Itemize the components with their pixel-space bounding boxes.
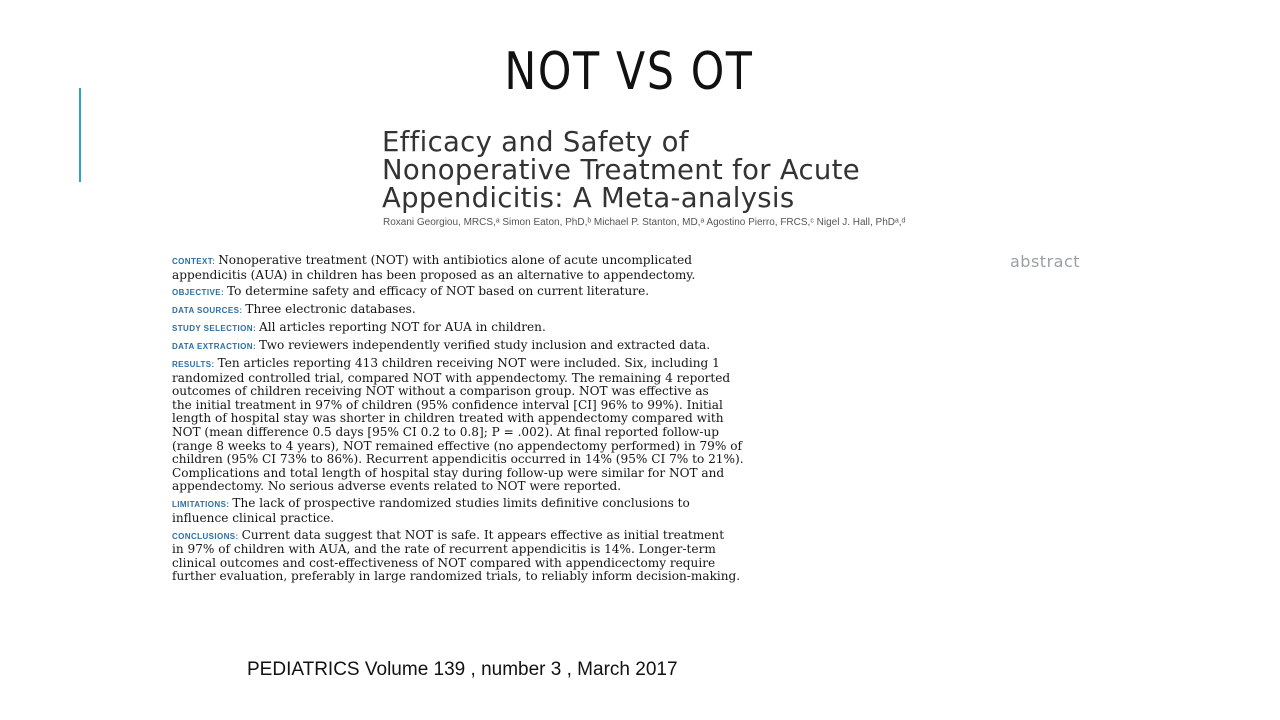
section-text: To determine safety and efficacy of NOT based on current literature. (227, 284, 650, 299)
article-title-line: Nonoperative Treatment for Acute (382, 154, 860, 186)
abstract-section (172, 254, 1002, 282)
abstract-line (172, 440, 1002, 454)
abstract-line (172, 372, 1002, 386)
abstract-line (172, 285, 1002, 300)
abstract-line (172, 570, 1002, 584)
section-label: LIMITATIONS: (172, 500, 230, 510)
abstract-tag: abstract (1010, 252, 1081, 271)
abstract-line (172, 543, 1002, 557)
section-text: (range 8 weeks to 4 years), NOT remained effective (no appendectomy performed) in 79% of (172, 438, 742, 453)
abstract-body (172, 254, 1002, 587)
section-text: Nonoperative treatment (NOT) with antibiotics alone of acute uncomplicated (218, 253, 693, 267)
abstract-line (172, 529, 1002, 544)
article-title (382, 128, 1142, 212)
section-text: The lack of prospective randomized studies limits definitive conclusions to (232, 496, 690, 511)
section-label: CONCLUSIONS: (172, 531, 239, 541)
section-text: NOT (mean difference 0.5 days [95% CI 0.2 to 0.8]; P = .002). At final reported follow-up (172, 424, 719, 439)
abstract-section (172, 497, 1002, 525)
abstract-section (172, 285, 1002, 300)
abstract-line (172, 399, 1002, 413)
abstract-section (172, 529, 1002, 584)
section-text: Complications and total length of hospital stay during follow-up were similar for NOT and (172, 465, 725, 480)
section-text: Two reviewers independently verified study inclusion and extracted data. (259, 338, 711, 353)
abstract-line (172, 303, 1002, 318)
section-text: further evaluation, preferably in large randomized trials, to reliably inform decision-making. (172, 569, 741, 584)
abstract-line (172, 467, 1002, 481)
article-title-line: Efficacy and Safety of (382, 126, 689, 158)
abstract-line (172, 321, 1002, 336)
section-text: the initial treatment in 97% of children (95% confidence interval [CI] 96% to 99%). Initial (172, 397, 723, 412)
abstract-line (172, 426, 1002, 440)
abstract-section (172, 339, 1002, 354)
section-text: Three electronic databases. (245, 302, 416, 317)
section-text: children (95% CI 73% to 86%). Recurrent appendicitis occurred in 14% (95% CI 7% to 21%). (172, 452, 744, 467)
section-text: outcomes of children receiving NOT without a comparison group. NOT was effective as (172, 384, 709, 399)
abstract-line (172, 385, 1002, 399)
section-label: DATA EXTRACTION: (172, 342, 257, 352)
section-label: CONTEXT: (172, 257, 216, 266)
abstract-line (172, 557, 1002, 571)
section-text: appendectomy. No serious adverse events related to NOT were reported. (172, 479, 622, 494)
accent-bar (79, 88, 81, 182)
section-text: in 97% of children with AUA, and the rate of recurrent appendicitis is 14%. Longer-term (172, 542, 716, 557)
abstract-line (172, 254, 1002, 269)
section-text: clinical outcomes and cost-effectiveness of NOT compared with appendicectomy require (172, 555, 716, 570)
section-label: RESULTS: (172, 360, 215, 370)
article-title-line: Appendicitis: A Meta-analysis (382, 182, 795, 214)
section-label: STUDY SELECTION: (172, 324, 257, 334)
abstract-line (172, 453, 1002, 467)
section-text: randomized controlled trial, compared NOT with appendectomy. The remaining 4 reported (172, 370, 731, 385)
section-text: influence clinical practice. (172, 510, 335, 525)
abstract-line (172, 512, 1002, 526)
section-label: DATA SOURCES: (172, 306, 243, 316)
slide-title: NOT VS OT (504, 42, 754, 102)
section-text: appendicitis (AUA) in children has been proposed as an alternative to appendectomy. (172, 267, 696, 282)
abstract-line (172, 480, 1002, 494)
abstract-section (172, 357, 1002, 493)
abstract-line (172, 357, 1002, 372)
abstract-section (172, 303, 1002, 318)
abstract-line (172, 412, 1002, 426)
citation-footer: PEDIATRICS Volume 139 , number 3 , March 2017 (247, 659, 678, 680)
article-authors: Roxani Georgiou, MRCS,ᵃ Simon Eaton, PhD,ᵇ Michael P. Stanton, MD,ᵃ Agostino Pierro, FRCS,ᶜ Nigel J. Hall, PhDᵃ,ᵈ (383, 217, 906, 228)
section-text: All articles reporting NOT for AUA in children. (259, 320, 546, 335)
abstract-line (172, 269, 1002, 283)
abstract-line (172, 339, 1002, 354)
abstract-line (172, 497, 1002, 512)
section-text: length of hospital stay was shorter in children treated with appendectomy compared with (172, 411, 724, 426)
section-text: Current data suggest that NOT is safe. It appears effective as initial treatment (241, 527, 725, 542)
abstract-section (172, 321, 1002, 336)
section-label: OBJECTIVE: (172, 288, 225, 298)
section-text: Ten articles reporting 413 children receiving NOT were included. Six, including 1 (217, 356, 720, 371)
